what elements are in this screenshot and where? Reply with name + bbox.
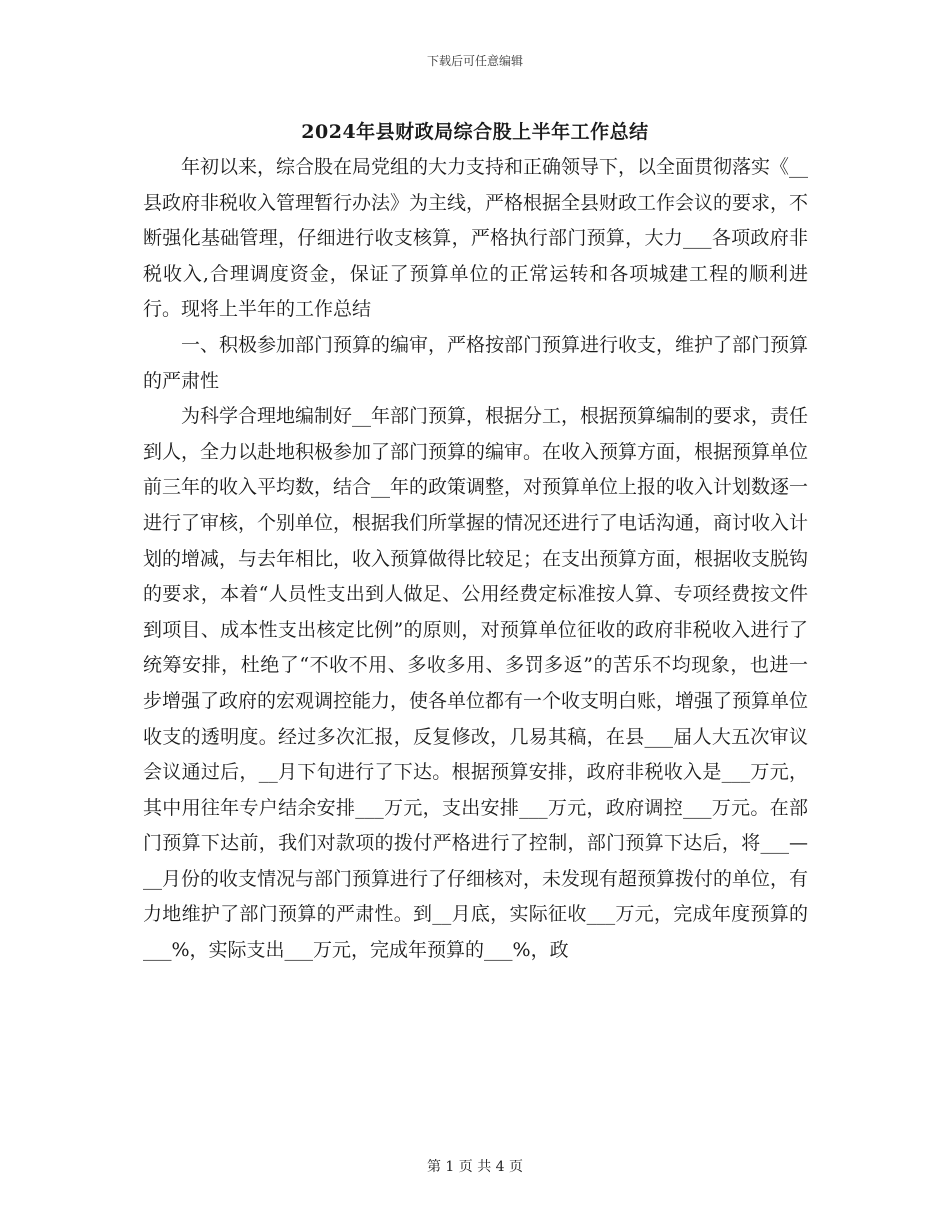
document-title: 2024年县财政局综合股上半年工作总结 <box>301 121 649 143</box>
paragraph-section-1: 为科学合理地编制好__年部门预算，根据分工，根据预算编制的要求，责任到人，全力以赴地积极参加了部门预算的编审。在收入预算方面，根据预算单位前三年的收入平均数，结合__年的政策调整，对预算单位上报的收入计划数逐一进行了审核，个别单位，根据我们所掌握的情况还进行了电话沟通，商讨收入计划的增减，与去年相比，收入预算做得比较足；在支出预算方面，根据收支脱钩的要求，本着“人员性支出到人做足、公用经费定标准按人算、专项经费按文件到项目、成本性支出核定比例”的原则，对预算单位征收的政府非税收入进行了统筹安排，杜绝了“不收不用、多收多用、多罚多返”的苦乐不均现象，也进一步增强了政府的宏观调控能力，使各单位都有一个收支明白账，增强了预算单位收支的透明度。经过多次汇报，反复修改，几易其稿，在县___届人大五次审议会议通过后，__月下旬进行了下达。根据预算安排，政府非税收入是___万元，其中用往年专户结余安排___万元，支出安排___万元，政府调控___万元。在部门预算下达前，我们对款项的拨付严格进行了控制，部门预算下达后，将___—__月份的收支情况与部门预算进行了仔细核对，未发现有超预算拨付的单位，有力地维护了部门预算的严肃性。到__月底，实际征收___万元，完成年度预算的___%，实际支出___万元，完成年预算的___%，政 <box>143 405 809 962</box>
paragraph-intro: 年初以来，综合股在局党组的大力支持和正确领导下，以全面贯彻落实《__县政府非税收入管理暂行办法》为主线，严格根据全县财政工作会议的要求，不断强化基础管理，仔细进行收支核算，严格执行部门预算，大力___各项政府非税收入,合理调度资金，保证了预算单位的正常运转和各项城建工程的顺利进行。现将上半年的工作总结 <box>143 156 809 321</box>
page-number-footer: 第 1 页 共 4 页 <box>426 1159 524 1175</box>
document-body <box>143 150 808 969</box>
section-heading-1: 一、积极参加部门预算的编审，严格按部门预算进行收支，维护了部门预算的严肃性 <box>143 333 809 392</box>
page-header-note: 下载后可任意编辑 <box>426 54 523 68</box>
